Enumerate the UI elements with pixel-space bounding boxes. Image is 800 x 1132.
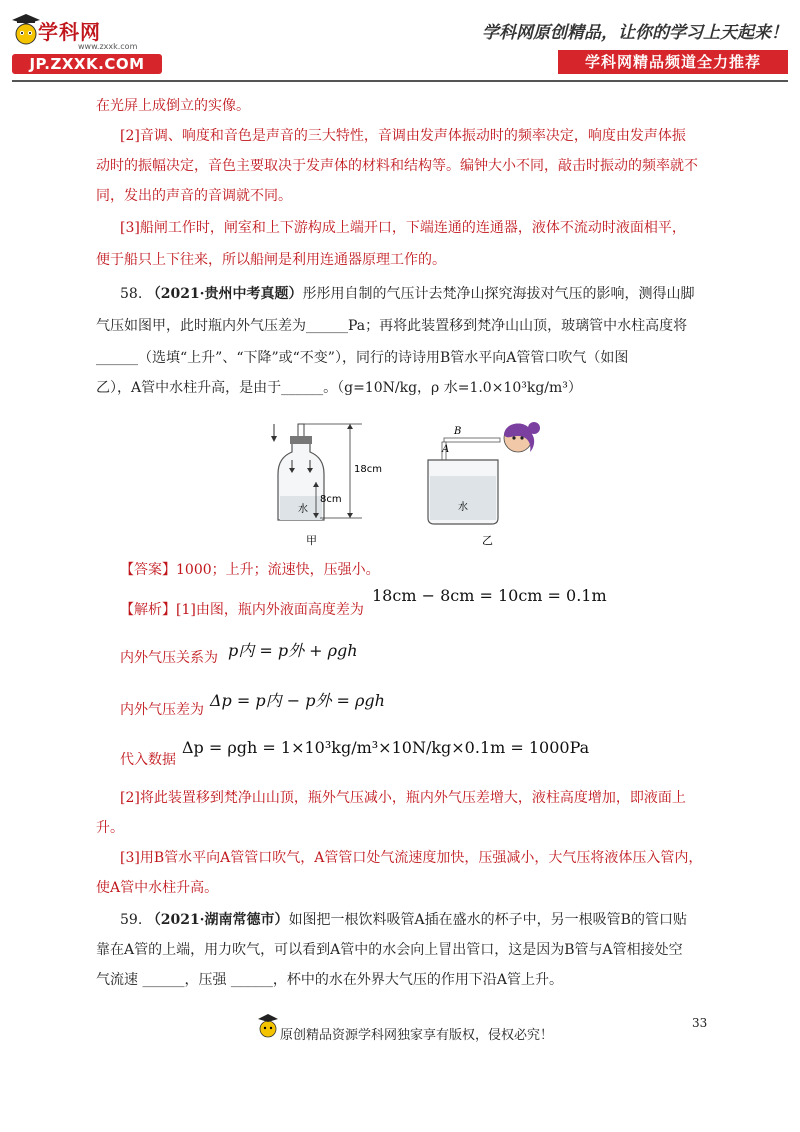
- analysis-2-line-2: 升。: [96, 820, 124, 836]
- page-number: 33: [692, 1016, 708, 1030]
- mascot-icon: [12, 14, 40, 50]
- analysis-pressure-relation-label: 内外气压关系为: [120, 650, 218, 666]
- label-8cm: 8cm: [320, 494, 342, 505]
- header-slogan: 学科网原创精品，让你的学习上天起来！: [482, 23, 788, 43]
- analysis-3-line-1: [3]用B管水平向A管管口吹气，A管管口处气流速度加快，压强减小，大气压将液体压入管内，: [120, 850, 703, 866]
- figure-caption: 乙: [482, 534, 493, 547]
- label-a: A: [442, 444, 450, 455]
- prev-answer-line-6: 便于船只上下往来，所以船闸是利用连通器原理工作的。: [96, 252, 446, 268]
- question-58-line-3: ______（选填“上升”、“下降”或“不变”），同行的诗诗用B管水平向A管管口吹气（如图: [96, 350, 629, 366]
- analysis-pressure-diff-label: 内外气压差为: [120, 702, 204, 718]
- formula-substitute: Δp = ρgh = 1×10³kg/m³×10N/kg×0.1m = 1000Pa: [182, 738, 590, 757]
- question-number: 58.: [120, 286, 143, 302]
- label-b: B: [454, 426, 462, 437]
- question-58-line-4: 乙），A管中水柱升高，是由于______。（g=10N/kg，ρ 水=1.0×10³kg/m³）: [96, 380, 582, 396]
- formula-pressure-relation: p内 = p外 + ρgh: [228, 641, 358, 660]
- formula-height-diff: 18cm − 8cm = 10cm = 0.1m: [372, 586, 607, 605]
- analysis-substitute-label: 代入数据: [120, 752, 176, 768]
- site-logo[interactable]: [12, 14, 162, 76]
- label-water: 水: [298, 504, 308, 515]
- analysis-tag: 【解析】: [120, 602, 176, 618]
- logo-url: www.zxxk.com: [78, 42, 138, 51]
- figure-yi-blowing: [420, 420, 560, 550]
- header-divider: [12, 80, 788, 82]
- question-number: 59.: [120, 912, 143, 928]
- analysis-text: [1]由图，瓶内外液面高度差为: [176, 602, 364, 618]
- prev-answer-line-5: [3]船闸工作时，闸室和上下游构成上端开口，下端连通的连通器，液体不流动时液面相平，: [120, 220, 686, 236]
- prev-answer-line-1: 在光屏上成倒立的实像。: [96, 98, 250, 114]
- question-59-line-3: 气流速 ______，压强 ______，杯中的水在外界大气压的作用下沿A管上升。: [96, 972, 564, 988]
- question-text: 如图把一根饮料吸管A插在盛水的杯子中，另一根吸管B的管口贴: [288, 912, 687, 928]
- mascot-icon: [258, 1014, 278, 1040]
- figure-caption: 甲: [306, 534, 317, 547]
- question-59-line-2: 靠在A管的上端，用力吹气，可以看到A管中的水会向上冒出管口，这是因为B管与A管相接处空: [96, 942, 683, 958]
- logo-text: 学科网: [38, 20, 101, 44]
- answer-line: [120, 560, 380, 580]
- question-58-line-1: [120, 284, 695, 304]
- question-58-line-2: 气压如图甲，此时瓶内外气压差为______Pa；再将此装置移到梵净山山顶，玻璃管中水柱高度将: [96, 318, 688, 334]
- prev-answer-line-3: 动时的振幅决定，音色主要取决于发声体的材料和结构等。编钟大小不同，敲击时振动的频率就不: [96, 158, 698, 174]
- footer-copyright: 原创精品资源学科网独家享有版权，侵权必究！: [280, 1028, 554, 1043]
- logo-domain: JP.ZXXK.COM: [12, 54, 162, 74]
- header-recommend-badge: 学科网精品频道全力推荐: [558, 50, 788, 74]
- analysis-line-1: [120, 600, 364, 620]
- label-18cm: 18cm: [354, 464, 382, 475]
- question-text: 彤彤用自制的气压计去梵净山探究海拔对气压的影响，测得山脚: [302, 286, 695, 302]
- analysis-2-line-1: [2]将此装置移到梵净山山顶，瓶外气压减小，瓶内外气压差增大，液柱高度增加，即液面上: [120, 790, 686, 806]
- question-source: （2021·贵州中考真题）: [146, 286, 303, 302]
- answer-text: 1000；上升；流速快，压强小。: [176, 562, 380, 578]
- analysis-3-line-2: 使A管中水柱升高。: [96, 880, 219, 896]
- formula-pressure-diff: Δp = p内 − p外 = ρgh: [210, 691, 385, 710]
- answer-tag: 【答案】: [120, 562, 176, 578]
- figure-jia-barometer: [270, 420, 390, 550]
- question-59-line-1: [120, 910, 687, 930]
- label-water: 水: [458, 502, 468, 513]
- prev-answer-line-2: [2]音调、响度和音色是声音的三大特性，音调由发声体振动时的频率决定，响度由发声体振: [120, 128, 686, 144]
- question-source: （2021·湖南常德市）: [146, 912, 289, 928]
- prev-answer-line-4: 同，发出的声音的音调就不同。: [96, 188, 292, 204]
